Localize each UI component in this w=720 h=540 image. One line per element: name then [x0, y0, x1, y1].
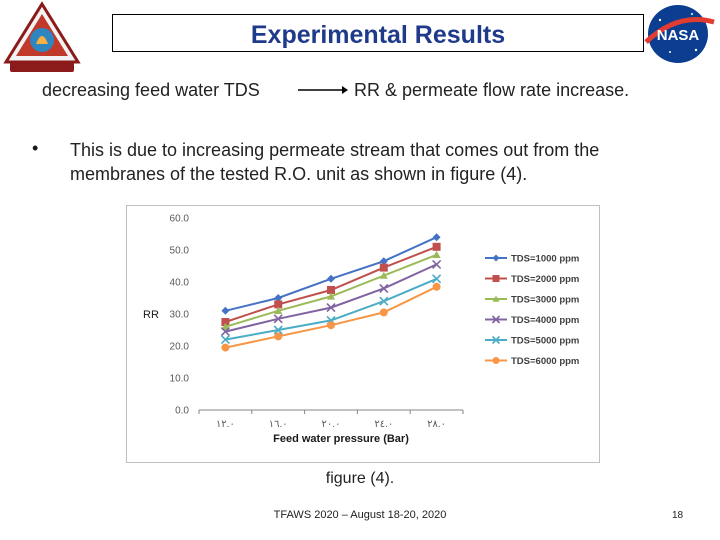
y-tick-label: 40.0	[169, 277, 189, 289]
y-axis-label: RR	[143, 309, 159, 321]
data-point	[433, 283, 441, 291]
legend-marker	[493, 357, 500, 364]
y-tick-label: 50.0	[169, 245, 189, 257]
legend-label: TDS=5000 ppm	[511, 335, 580, 347]
intro-right-text: RR & permeate flow rate increase.	[354, 80, 630, 100]
y-tick-label: 20.0	[169, 341, 189, 353]
figure-caption: figure (4).	[325, 470, 395, 487]
data-point	[327, 275, 335, 283]
x-tick-label: ١٢.٠	[215, 419, 235, 430]
y-tick-label: 60.0	[169, 213, 189, 225]
data-point	[221, 307, 229, 315]
x-tick-label: ٢٤.٠	[374, 419, 394, 430]
bullet-text: This is due to increasing permeate stream that comes out from the membranes of the tested R.O. unit as shown in figure (4).	[70, 140, 600, 184]
data-point	[433, 233, 441, 241]
data-point	[221, 344, 229, 352]
nasa-logo-text: NASA	[656, 27, 700, 44]
x-tick-label: ٢٨.٠	[427, 419, 447, 430]
x-tick-label: ٢٠.٠	[321, 419, 341, 430]
data-point	[380, 264, 388, 272]
y-tick-label: 30.0	[169, 309, 189, 321]
data-point	[433, 243, 441, 251]
legend-label: TDS=3000 ppm	[511, 294, 580, 306]
right-arrow-icon	[298, 82, 348, 98]
data-point	[433, 251, 441, 258]
data-point	[433, 260, 441, 268]
tfaws-logo	[2, 0, 82, 80]
data-point	[380, 308, 388, 316]
series-line-1	[225, 237, 436, 311]
chart-frame	[126, 205, 600, 463]
series-line-2	[225, 247, 436, 322]
legend-marker	[493, 275, 500, 282]
bullet-marker: •	[32, 138, 39, 158]
header-bar	[112, 14, 644, 52]
data-point	[327, 321, 335, 329]
x-axis-label: Feed water pressure (Bar)	[273, 433, 409, 445]
intro-left-text: decreasing feed water TDS	[42, 80, 260, 100]
nasa-logo	[640, 2, 718, 66]
legend-label: TDS=4000 ppm	[511, 315, 580, 326]
data-point	[274, 332, 282, 340]
page-title: Experimental Results	[250, 21, 506, 49]
page-number: 18	[672, 510, 684, 521]
x-tick-label: ١٦.٠	[268, 419, 288, 430]
y-tick-label: 10.0	[169, 373, 189, 385]
rr-chart	[127, 206, 599, 462]
legend-label: TDS=2000 ppm	[511, 274, 580, 285]
data-point	[433, 275, 441, 283]
legend-marker	[493, 255, 500, 262]
legend-label: TDS=6000 ppm	[511, 356, 580, 367]
footer-text: TFAWS 2020 – August 18-20, 2020	[273, 509, 447, 521]
y-tick-label: 0.0	[175, 405, 189, 417]
legend-label: TDS=1000 ppm	[511, 253, 580, 265]
